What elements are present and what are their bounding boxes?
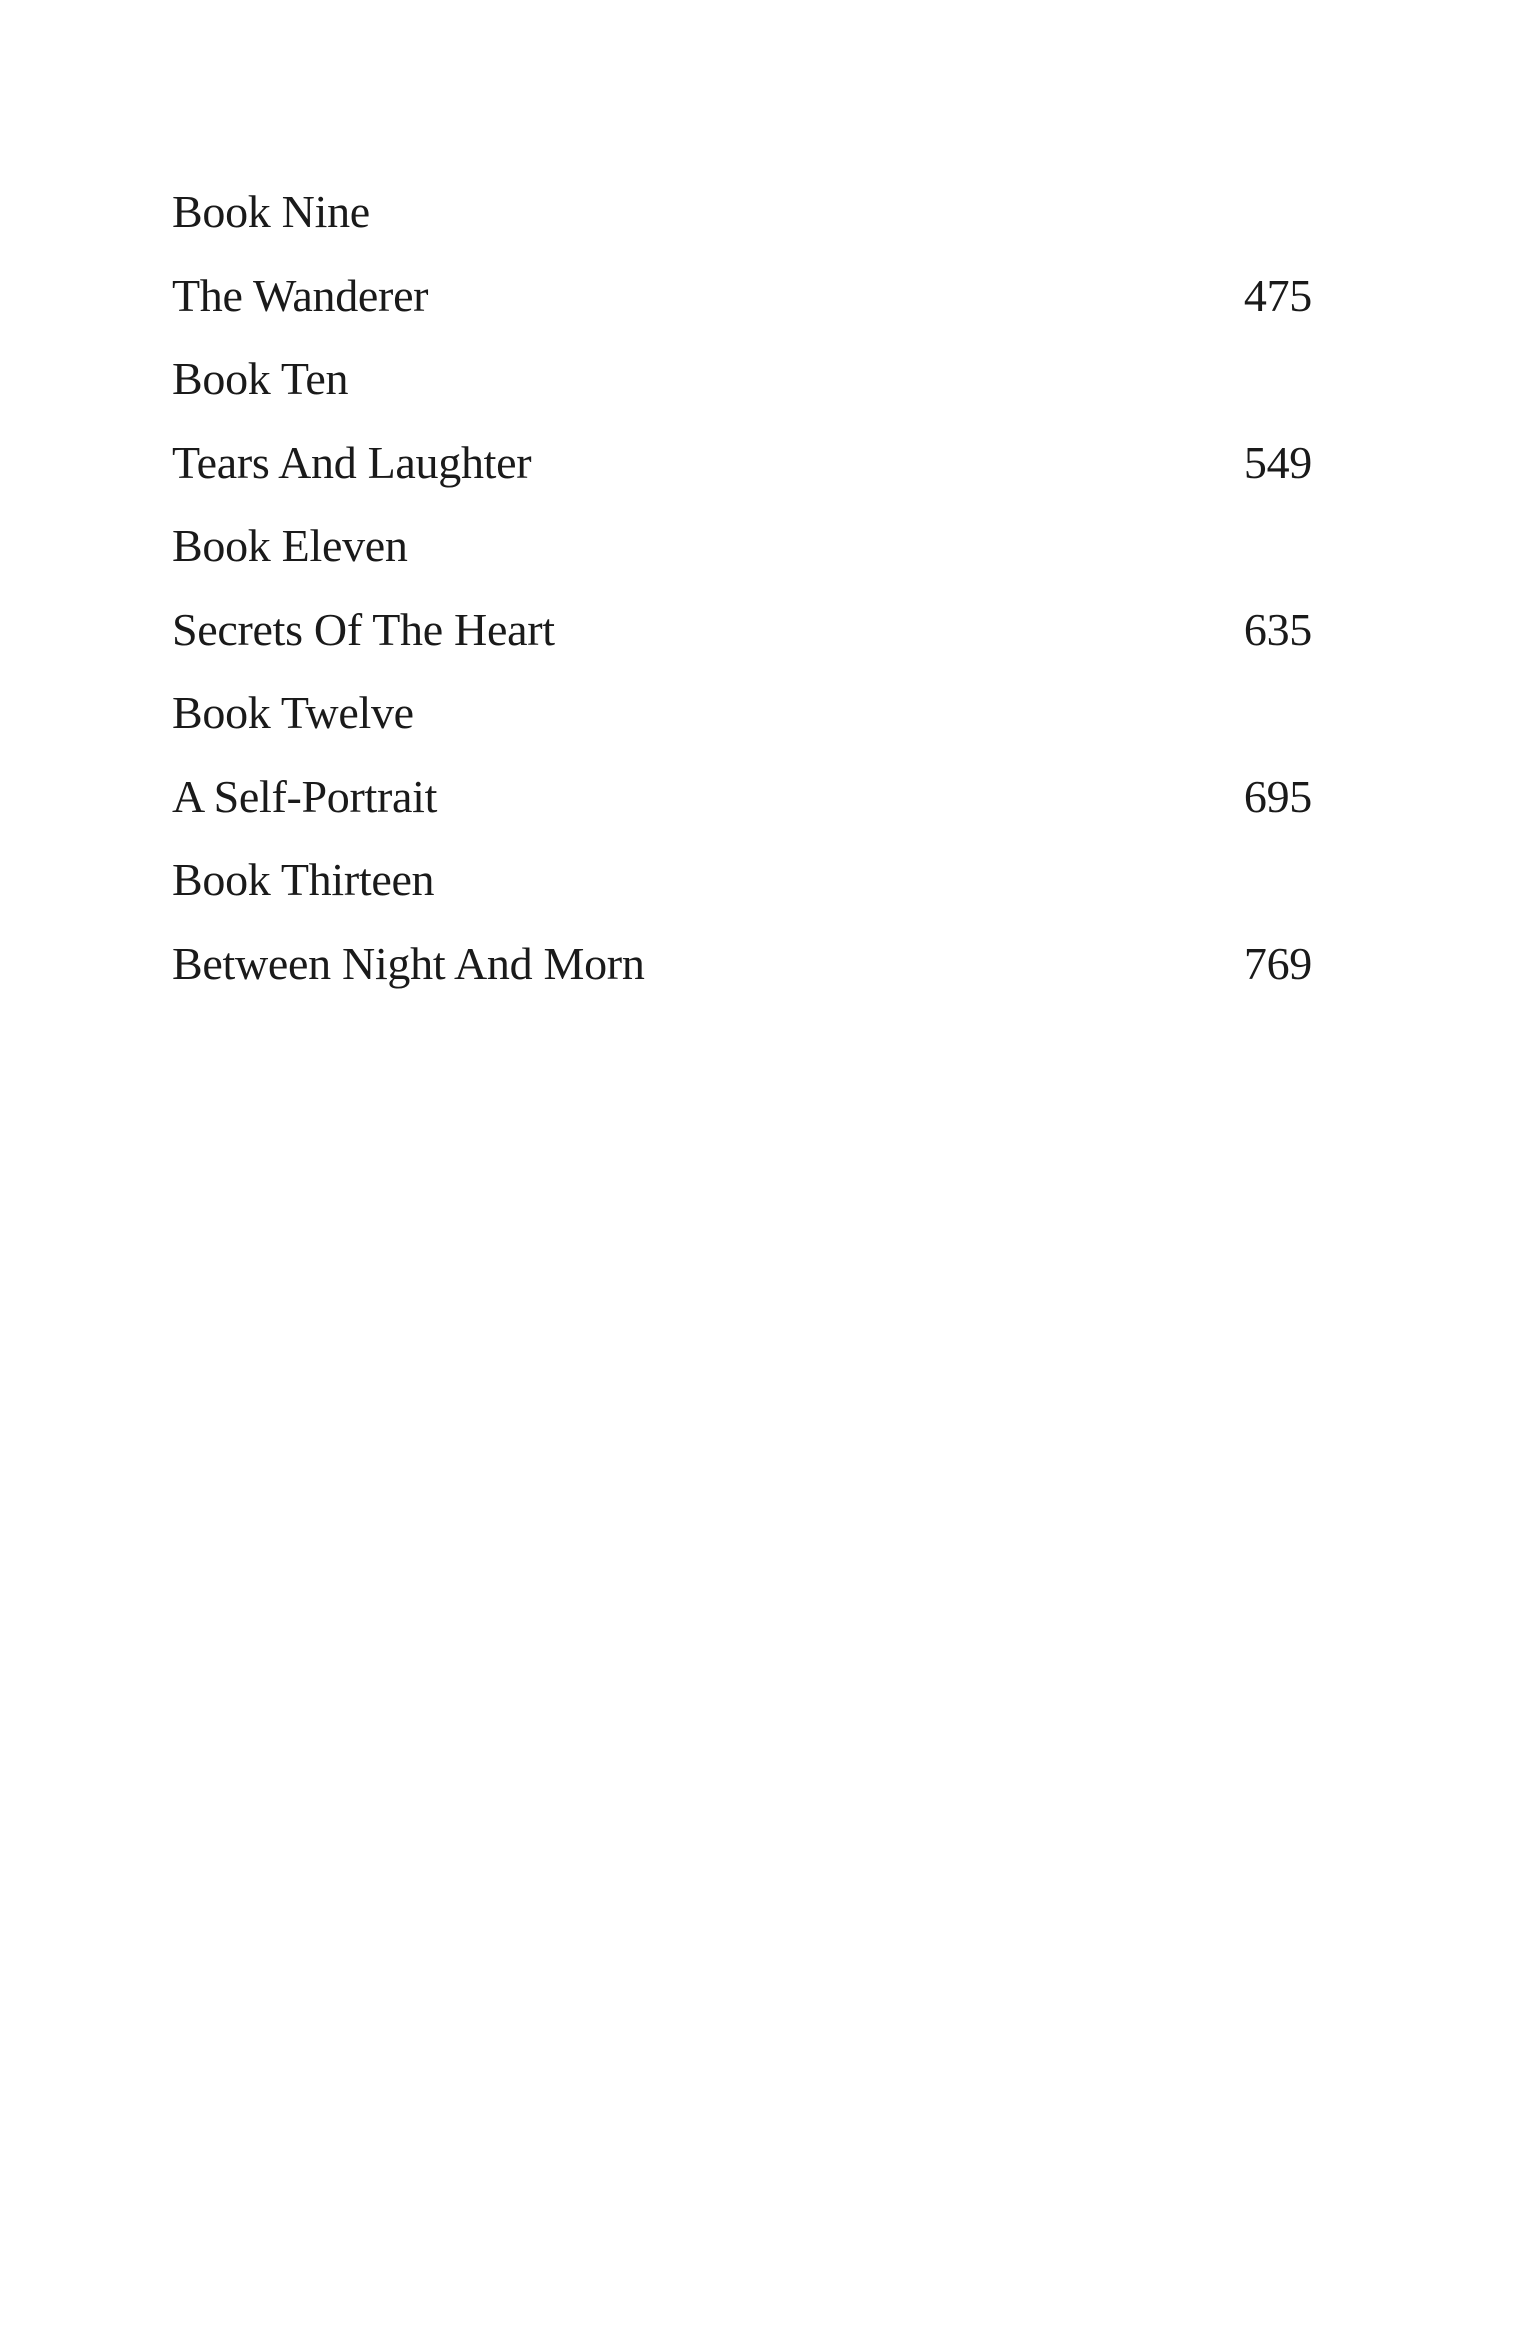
page-number: 635 <box>1243 603 1312 655</box>
toc-entry <box>172 421 1312 505</box>
toc-entry <box>172 922 1312 1006</box>
toc-book-heading <box>172 337 1312 421</box>
page-number: 475 <box>1243 269 1312 321</box>
toc-entry <box>172 755 1312 839</box>
entry-title: Tears And Laughter <box>172 436 532 488</box>
toc-book-heading <box>172 170 1312 254</box>
toc-entry <box>172 254 1312 338</box>
entry-title: Secrets Of The Heart <box>172 603 555 655</box>
book-label: Book Nine <box>172 186 370 237</box>
toc-book-heading <box>172 671 1312 755</box>
book-label: Book Twelve <box>172 687 414 738</box>
book-label: Book Eleven <box>172 520 408 571</box>
book-label: Book Thirteen <box>172 854 435 905</box>
entry-title: The Wanderer <box>172 269 429 321</box>
entry-title: Between Night And Morn <box>172 937 645 989</box>
toc-entry <box>172 588 1312 672</box>
page-number: 769 <box>1243 937 1312 989</box>
book-label: Book Ten <box>172 353 349 404</box>
toc-book-heading <box>172 838 1312 922</box>
page-number: 549 <box>1243 436 1312 488</box>
entry-title: A Self-Portrait <box>172 770 438 822</box>
page-number: 695 <box>1243 770 1312 822</box>
toc-book-heading <box>172 504 1312 588</box>
table-of-contents <box>172 170 1312 1005</box>
